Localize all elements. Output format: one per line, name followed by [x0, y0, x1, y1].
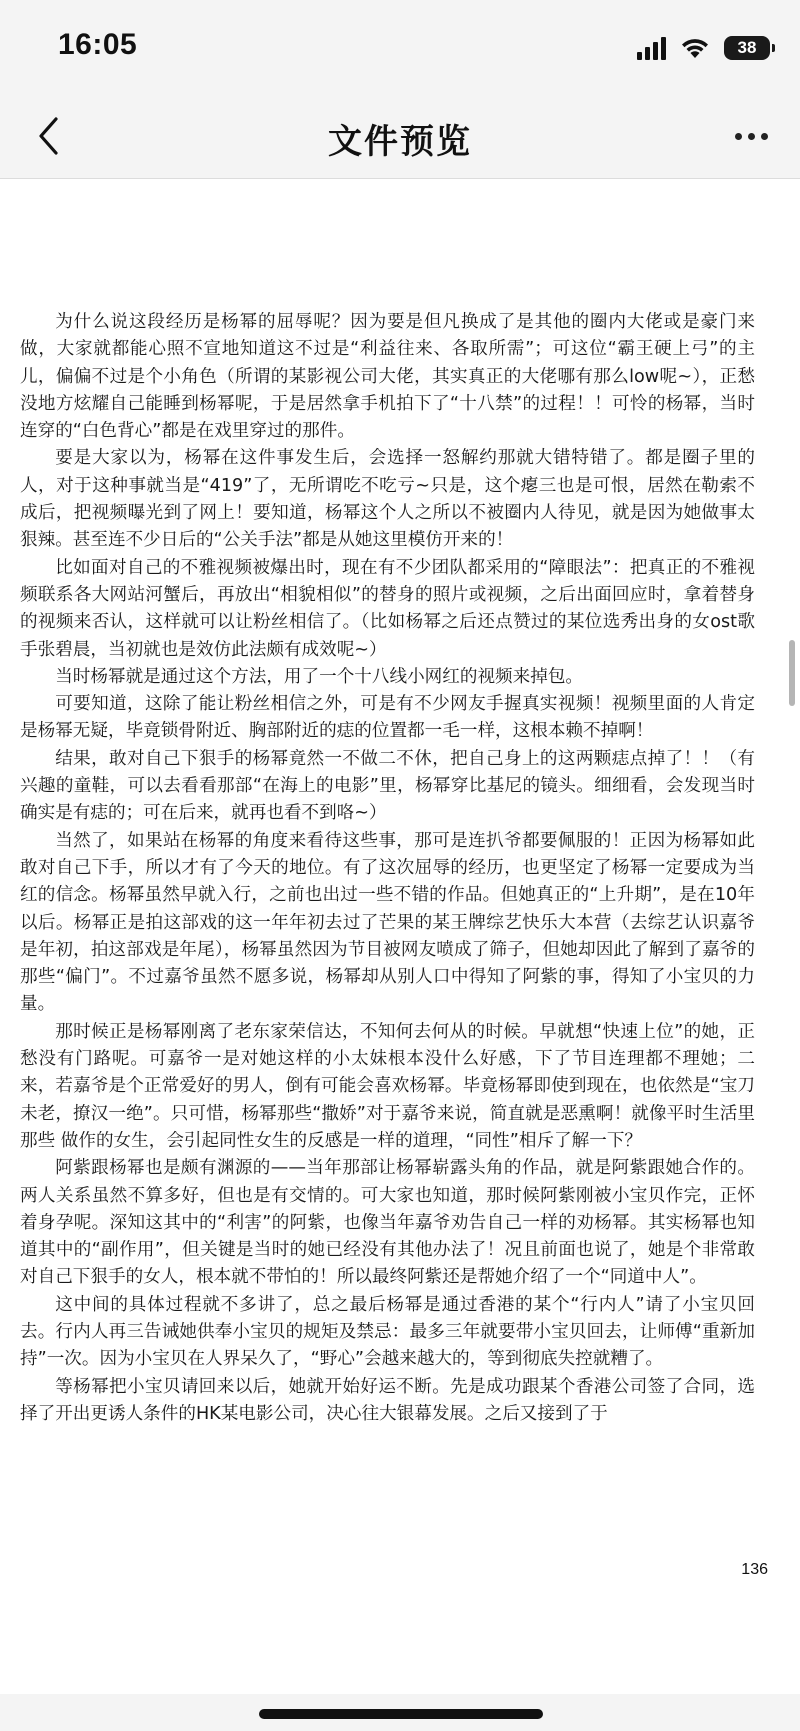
paragraph: 阿紫跟杨幂也是颇有渊源的——当年那部让杨幂崭露头角的作品，就是阿紫跟她合作的。两人关系虽然不算多好，但也是有交情的。可大家也知道，那时候阿紫刚被小宝贝作完，正怀着身孕呢。深知这其中的“利害”的阿紫，也像当年嘉爷劝告自己一样的劝杨幂。其实杨幂也知道其中的“副作用”，但关键是当时的她已经没有其他办法了！况且前面也说了，她是个非常敢对自己下狠手的女人，根本就不带怕的！所以最终阿紫还是帮她介绍了一个“同道中人”。 [20, 1158, 755, 1288]
status-bar [0, 0, 800, 96]
page-number: 136 [741, 1561, 768, 1578]
more-dot [761, 133, 768, 140]
status-icons [637, 30, 770, 66]
document-text [20, 309, 755, 1428]
paragraph: 那时候正是杨幂刚离了老东家荣信达，不知何去何从的时候。早就想“快速上位”的她，正愁没有门路呢。可嘉爷一是对她这样的小太妹根本没什么好感，下了节目连理都不理她；二来，若嘉爷是个正常爱好的男人，倒有可能会喜欢杨幂。毕竟杨幂即使到现在，也依然是“宝刀未老，撩汉一绝”。只可惜，杨幂那些“撒娇”对于嘉爷来说，简直就是恶熏啊！就像平时生活里那些 做作的女生，会引起同性女生的反感是一样的道理，“同性”相斥了解一下？ [20, 1021, 755, 1151]
paragraph: 可要知道，这除了能让粉丝相信之外，可是有不少网友手握真实视频！视频里面的人肯定是杨幂无疑，毕竟锁骨附近、胸部附近的痣的位置都一毛一样，这根本赖不掉啊！ [20, 694, 755, 742]
cellular-signal-icon [637, 36, 666, 60]
paragraph: 要是大家以为，杨幂在这件事发生后，会选择一怒解约那就大错特错了。都是圈子里的人，对于这种事就当是“419”了，无所谓吃不吃亏~只是，这个瘪三也是可恨，居然在勒索不成后，把视频曝光到了网上！要知道，杨幂这个人之所以不被圈内人待见，就是因为她做事太狠辣。甚至连不少日后的“公关手法”都是从她这里模仿开来的！ [20, 448, 755, 551]
more-options-button[interactable] [726, 116, 776, 156]
navigation-bar [0, 96, 800, 179]
status-time: 16:05 [58, 28, 138, 61]
document-preview[interactable] [0, 179, 800, 1694]
paragraph: 这中间的具体过程就不多讲了，总之最后杨幂是通过香港的某个“行内人”请了小宝贝回去。行内人再三告诫她供奉小宝贝的规矩及禁忌：最多三年就要带小宝贝回去，让师傅“重新加持”一次。因为小宝贝在人界呆久了，“野心”会越来越大的，等到彻底失控就糟了。 [20, 1294, 755, 1370]
paragraph: 结果，敢对自己下狠手的杨幂竟然一不做二不休，把自己身上的这两颗痣点掉了！！（有兴趣的童鞋，可以去看看那部“在海上的电影”里，杨幂穿比基尼的镜头。细细看，会发现当时确实是有痣的；可在后来，就再也看不到咯~） [20, 748, 755, 824]
paragraph: 当时杨幂就是通过这个方法，用了一个十八线小网红的视频来掉包。 [55, 666, 584, 687]
wifi-icon [680, 36, 710, 60]
more-dot [748, 133, 755, 140]
more-horizontal-icon [735, 133, 742, 140]
battery-level: 38 [737, 38, 757, 57]
scrollbar-thumb[interactable] [789, 640, 795, 706]
paragraph: 当然了，如果站在杨幂的角度来看待这些事，那可是连扒爷都要佩服的！正因为杨幂如此敢对自己下手，所以才有了今天的地位。有了这次屈辱的经历，也更坚定了杨幂一定要成为当红的信念。杨幂虽然早就入行，之前也出过一些不错的作品。但她真正的“上升期”，是在10年以后。杨幂正是拍这部戏的这一年年初去过了芒果的某王牌综艺快乐大本营（去综艺认识嘉爷是年初，拍这部戏是年尾），杨幂虽然因为节目被网友喷成了筛子，但她却因此了解到了嘉爷的那些“偏门”。不过嘉爷虽然不愿多说，杨幂却从别人口中得知了阿紫的事，得知了小宝贝的力量。 [20, 830, 755, 1015]
page-title: 文件预览 [328, 122, 472, 162]
paragraph: 等杨幂把小宝贝请回来以后，她就开始好运不断。先是成功跟某个香港公司签了合同，选择了开出更诱人条件的HK某电影公司，决心往大银幕发展。之后又接到了于 [20, 1376, 755, 1424]
battery-icon [724, 36, 770, 60]
paragraph: 比如面对自己的不雅视频被爆出时，现在有不少团队都采用的“障眼法”：把真正的不雅视频联系各大网站河蟹后，再放出“相貌相似”的替身的照片或视频，之后出面回应时，拿着替身的视频来否认，这样就可以让粉丝相信了。（比如杨幂之后还点赞过的某位选秀出身的女ost歌手张碧晨，当初就也是效仿此法颇有成效呢~） [20, 557, 755, 660]
home-indicator[interactable] [259, 1709, 543, 1719]
paragraph: 为什么说这段经历是杨幂的屈辱呢？因为要是但凡换成了是其他的圈内大佬或是豪门来做，大家就都能心照不宣地知道这不过是“利益往来、各取所需”；可这位“霸王硬上弓”的主儿，偏偏不过是个小角色（所谓的某影视公司大佬，其实真正的大佬哪有那么low呢~），正愁没地方炫耀自己能睡到杨幂呢，于是居然拿手机拍下了“十八禁”的过程！！可怜的杨幂，当时连穿的“白色背心”都是在戏里穿过的那件。 [20, 312, 755, 442]
